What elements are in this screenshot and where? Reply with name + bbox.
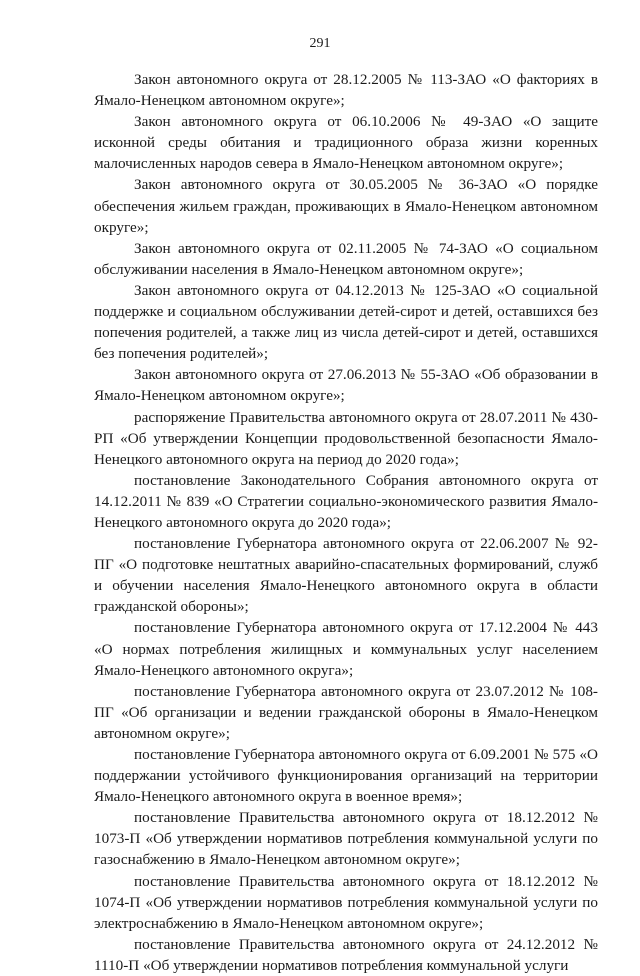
list-item: Закон автономного округа от 02.11.2005 № 74-ЗАО «О социальном обслуживании населения в Ямало-Ненецком автономном округе»; [94,239,598,278]
list-item: Закон автономного округа от 27.06.2013 № 55-ЗАО «Об образовании в Ямало-Ненецком автономном округе»; [94,366,598,405]
list-item: Закон автономного округа от 04.12.2013 № 125-ЗАО «О социальной поддержке и социальном обслуживании детей-сирот и детей, оставшихся без попечения родителей, а также лиц из числа детей-сирот и детей, оставшихся без попечения родителей»; [94,281,598,363]
list-item: постановление Губернатора автономного округа от 6.09.2001 № 575 «О поддержании устойчивого функционирования организаций на территории Ямало-Ненецкого автономного округа в военное время»; [94,746,598,806]
list-item: постановление Правительства автономного округа от 24.12.2012 № 1110-П «Об утверждении нормативов потребления коммунальной услуги [94,935,598,974]
list-item: постановление Правительства автономного округа от 18.12.2012 № 1073-П «Об утверждении нормативов потребления коммунальной услуги по газоснабжению в Ямало-Ненецком автономном округе»; [94,809,598,869]
list-item: постановление Законодательного Собрания автономного округа от 14.12.2011 № 839 «О Стратегии социально-экономического развития Ямало-Ненецкого автономного округа до 2020 года»; [94,471,598,531]
list-item: постановление Правительства автономного округа от 18.12.2012 № 1074-П «Об утверждении нормативов потребления коммунальной услуги по электроснабжению в Ямало-Ненецком автономном округе»; [94,872,598,932]
list-item: Закон автономного округа от 28.12.2005 № 113-ЗАО «О факториях в Ямало-Ненецком автономном округе»; [94,71,598,110]
list-item: Закон автономного округа от 06.10.2006 № 49-ЗАО «О защите исконной среды обитания и традиционного образа жизни коренных малочисленных народов севера в Ямало-Ненецком автономном округе»; [94,113,598,173]
list-item: постановление Губернатора автономного округа от 17.12.2004 № 443 «О нормах потребления жилищных и коммунальных услуг населением Ямало-Ненецкого автономного округа»; [94,619,598,679]
page-number: 291 [309,36,331,51]
list-item: распоряжение Правительства автономного округа от 28.07.2011 № 430-РП «Об утверждении Концепции продовольственной безопасности Ямало-Ненецкого автономного округа на период до 2020 года»; [94,408,598,468]
list-item: постановление Губернатора автономного округа от 23.07.2012 № 108-ПГ «Об организации и ведении гражданской обороны в Ямало-Ненецком автономном округе»; [94,682,598,742]
list-item: Закон автономного округа от 30.05.2005 № 36-ЗАО «О порядке обеспечения жильем граждан, проживающих в Ямало-Ненецком автономном округе»; [94,176,598,236]
list-item: постановление Губернатора автономного округа от 22.06.2007 № 92-ПГ «О подготовке нештатных аварийно-спасательных формирований, служб и обучении населения Ямало-Ненецкого автономного округа в области гражданской обороны»; [94,535,598,616]
legal-acts-list [94,69,598,976]
